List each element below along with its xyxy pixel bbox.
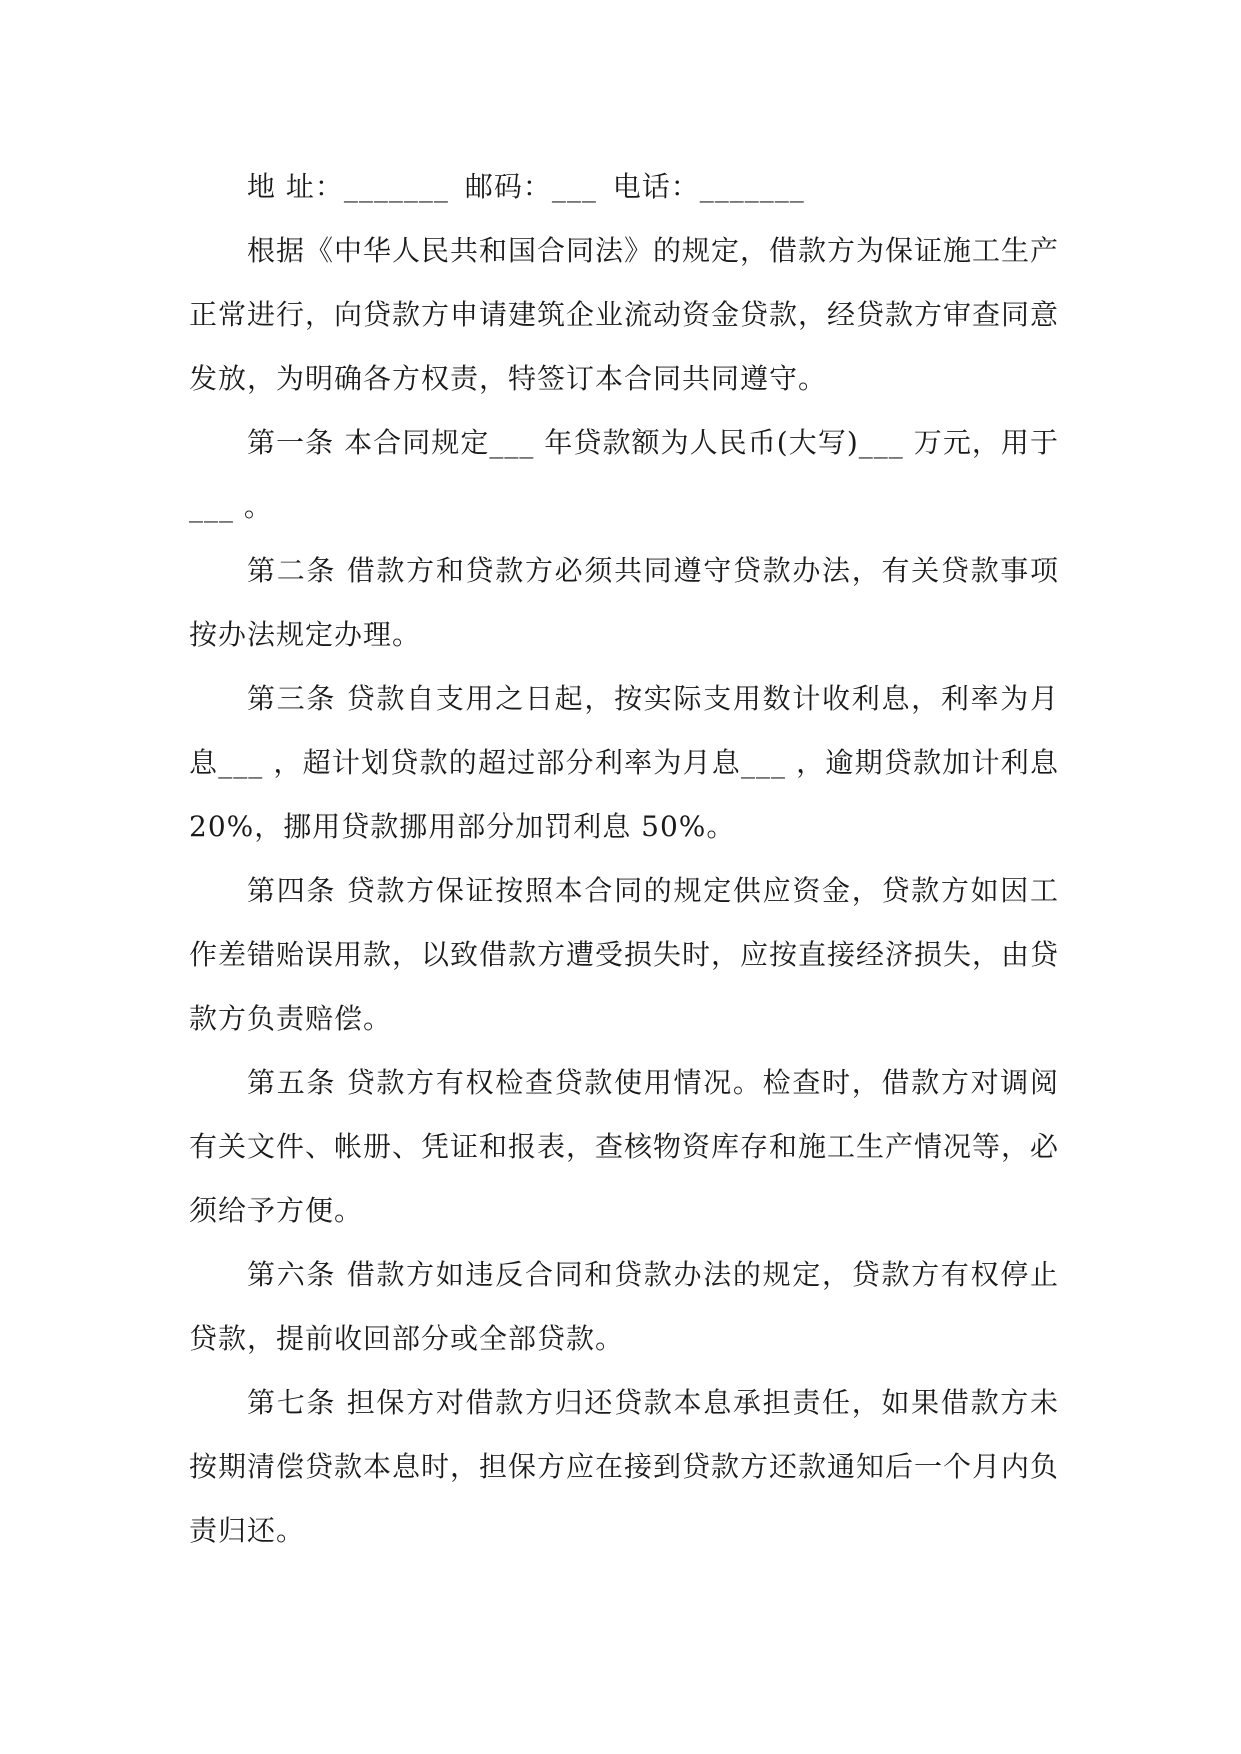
article-5-paragraph: 第五条 贷款方有权检查贷款使用情况。检查时，借款方对调阅有关文件、帐册、凭证和报表，查核物资库存和施工生产情况等，必须给予方便。 — [189, 1066, 1060, 1227]
address-field: 地 址：_______ — [247, 170, 449, 203]
postcode-field: 邮码：___ — [464, 170, 597, 203]
article-4-paragraph: 第四条 贷款方保证按照本合同的规定供应资金，贷款方如因工作差错贻误用款，以致借款方遭受损失时，应按直接经济损失，由贷款方负责赔偿。 — [189, 874, 1060, 1035]
preamble-paragraph: 根据《中华人民共和国合同法》的规定，借款方为保证施工生产正常进行，向贷款方申请建筑企业流动资金贷款，经贷款方审查同意发放，为明确各方权责，特签订本合同共同遵守。 — [189, 234, 1060, 395]
article-2-paragraph: 第二条 借款方和贷款方必须共同遵守贷款办法，有关贷款事项按办法规定办理。 — [189, 554, 1059, 651]
document-body — [189, 155, 1059, 1563]
article-7-paragraph: 第七条 担保方对借款方归还贷款本息承担责任，如果借款方未按期清偿贷款本息时，担保方应在接到贷款方还款通知后一个月内负责归还。 — [189, 1386, 1060, 1547]
address-line — [189, 155, 1059, 219]
article-6-paragraph: 第六条 借款方如违反合同和贷款办法的规定，贷款方有权停止贷款，提前收回部分或全部贷款。 — [189, 1258, 1059, 1355]
article-1-paragraph: 第一条 本合同规定___ 年贷款额为人民币(大写)___ 万元，用于___ 。 — [189, 426, 1059, 523]
article-3-paragraph: 第三条 贷款自支用之日起，按实际支用数计收利息，利率为月息___ ，超计划贷款的超过部分利率为月息___ ，逾期贷款加计利息 20%，挪用贷款挪用部分加罚利息 50%。 — [189, 682, 1059, 843]
phone-field: 电话：_______ — [612, 170, 805, 203]
